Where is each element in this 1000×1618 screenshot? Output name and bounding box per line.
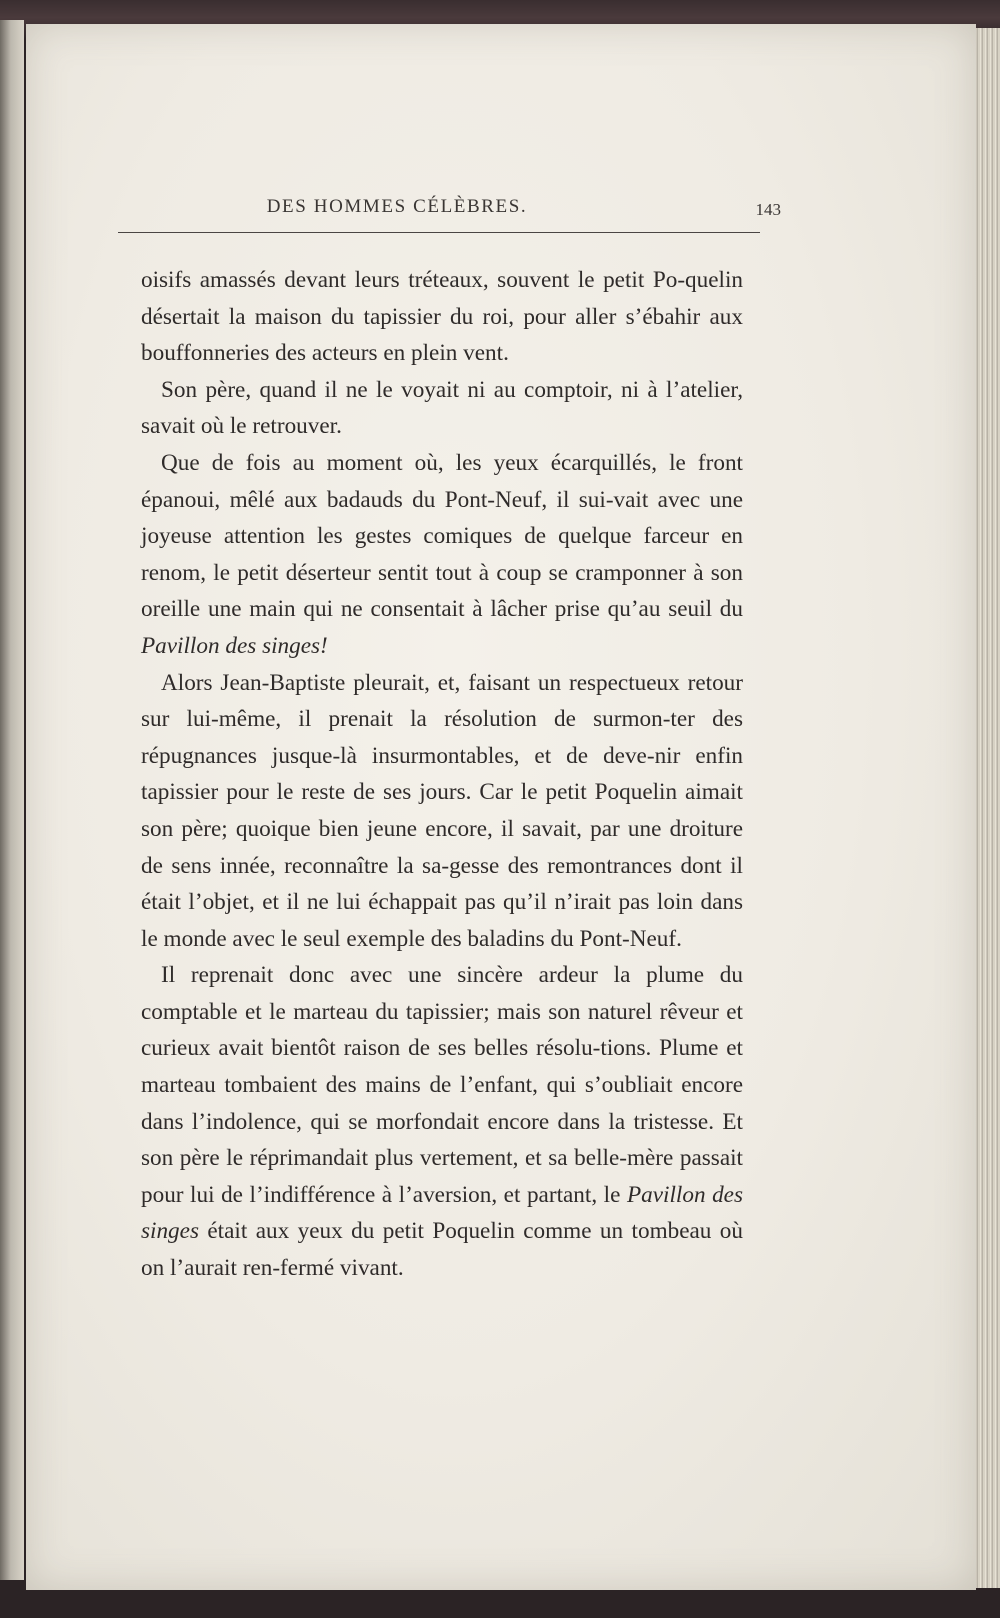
running-head bbox=[116, 174, 781, 244]
page-number: 143 bbox=[755, 200, 781, 219]
text-run: était aux yeux du petit Poquelin comme un tombeau où on l’aurait ren-fermé vivant. bbox=[141, 1218, 743, 1282]
facing-page-edge bbox=[0, 20, 24, 1580]
text-run: Son père, quand il ne le voyait ni au comptoir, ni à l’atelier, savait où le retrouver. bbox=[141, 376, 743, 440]
text-run: Alors Jean-Baptiste pleurait, et, faisant un respectueux retour sur lui-même, il prenait la résolution de surmon-ter des répugnances jusque-là insurmontables, et de deve-nir enfin tapissier pour le reste de ses jours. Car le petit Poquelin aimait son père; quoique bien jeune encore, il savait, par une droiture de sens innée, reconnaître la sa-gesse des remontrances dont il était l’objet, et il ne lui échappait pas qu’il n’irait pas loin dans le monde avec le seul exemple des baladins du Pont-Neuf. bbox=[141, 669, 743, 952]
page-stack-edge bbox=[974, 28, 1000, 1588]
paragraph bbox=[141, 665, 743, 958]
paragraph bbox=[141, 262, 743, 372]
text-run: Il reprenait donc avec une sincère ardeur la plume du comptable et le marteau du tapissier; mais son naturel rêveur et curieux avait bientôt raison de ses belles résolu-tions. Plume et marteau tombaient des mains de l’enfant, qui s’oubliait encore dans l’indolence, qui se morfondait encore dans la tristesse. Et son père le réprimandait plus vertement, et sa belle-mère passait pour lui de l’indifférence à l’aversion, et partant, le bbox=[141, 962, 743, 1208]
running-title: DES HOMMES CÉLÈBRES. bbox=[266, 196, 528, 217]
italic-title: Pavillon des singes bbox=[141, 1181, 743, 1245]
header-rule bbox=[118, 232, 760, 233]
paragraph bbox=[141, 372, 743, 445]
book-page bbox=[26, 24, 976, 1590]
paragraph bbox=[141, 957, 743, 1286]
paragraph bbox=[141, 445, 743, 665]
text-run: Que de fois au moment où, les yeux écarquillés, le front épanoui, mêlé aux badauds du Pont-Neuf, il sui-vait avec une joyeuse attention les gestes comiques de quelque farceur en renom, le petit déserteur sentit tout à coup se cramponner à son oreille une main qui ne consentait à lâcher prise qu’au seuil du bbox=[141, 449, 743, 623]
body-text bbox=[141, 262, 743, 1287]
text-run: oisifs amassés devant leurs tréteaux, souvent le petit Po-quelin désertait la maison du tapissier du roi, pour aller s’ébahir aux bouffonneries des acteurs en plein vent. bbox=[141, 267, 743, 367]
italic-title: Pavillon des singes! bbox=[141, 632, 328, 659]
